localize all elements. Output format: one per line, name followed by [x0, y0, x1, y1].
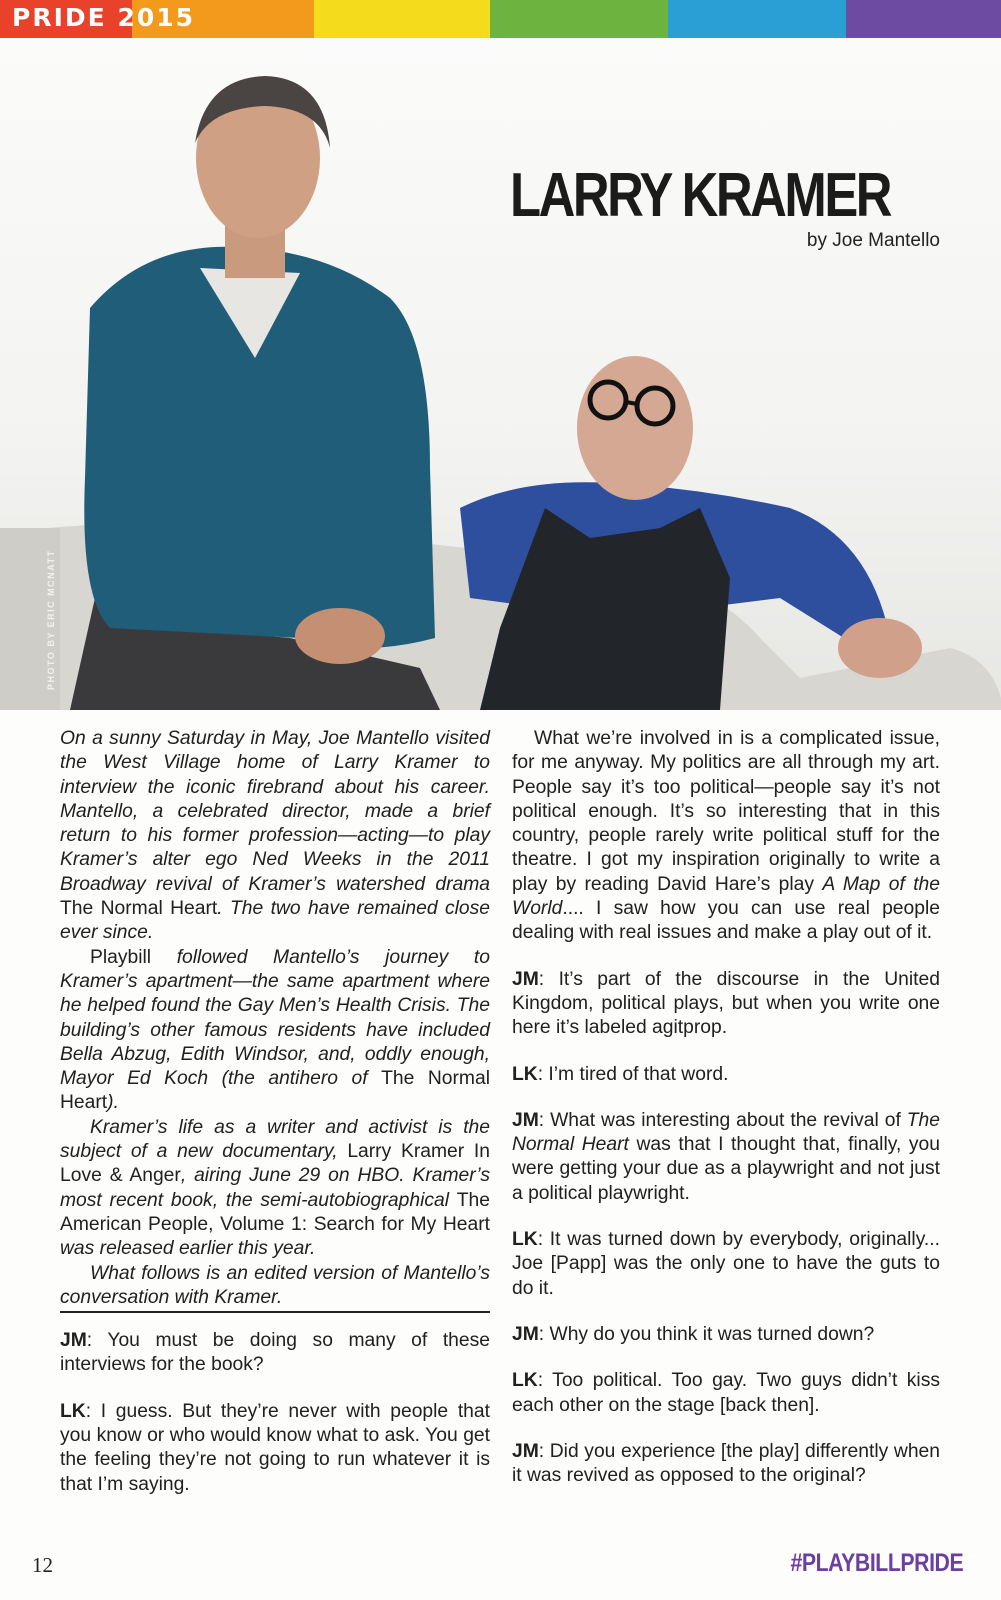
intro-p1-title: The Normal Heart: [60, 898, 218, 920]
intro-p2-title: The Normal Heart: [60, 1068, 490, 1114]
intro-p1-end: . The two have remained close ever since.: [60, 898, 490, 944]
speaker-label: LK: [512, 1229, 538, 1251]
stripe-green: [490, 0, 668, 38]
intro-p3-book: The American People, Volume 1: Search for My Heart: [60, 1189, 490, 1235]
qa-paragraph: [60, 1329, 490, 1378]
photo-credit: PHOTO BY ERIC MCNATT: [46, 549, 56, 690]
byline: by Joe Mantello: [806, 230, 940, 251]
qa-paragraph: [512, 968, 940, 1041]
speaker-label: JM: [512, 968, 539, 990]
page-number: 12: [32, 1553, 53, 1577]
section-label: [12, 3, 195, 32]
intro-p3-end: was released earlier this year.: [60, 1238, 316, 1260]
intro-paragraph-2: [60, 946, 490, 1116]
qa-text: : You must be doing so many of these interviews for the book?: [60, 1330, 490, 1376]
qa-text: : It was turned down by everybody, originally... Joe [Papp] was the only one to have the guts to do it.: [512, 1229, 940, 1299]
speaker-label: JM: [512, 1440, 539, 1462]
intro-p3-mid: , airing June 29 on HBO. Kramer’s most recent book, the semi-autobiographical: [60, 1165, 490, 1211]
speaker-label: LK: [512, 1370, 538, 1392]
section-label-year: 2015: [117, 3, 196, 32]
speaker-label: LK: [60, 1400, 86, 1422]
left-column: [60, 727, 490, 1497]
qa-paragraph: [512, 1440, 940, 1489]
intro-paragraph-1: [60, 727, 490, 946]
right-column: [512, 727, 940, 1488]
speaker-label: JM: [512, 1109, 539, 1131]
hashtag: #PLAYBILLPRIDE: [790, 1549, 963, 1577]
intro-block: [60, 727, 490, 1313]
photo-illustration: [0, 38, 1001, 710]
answer-paragraph: [512, 727, 940, 946]
stripe-purple: [846, 0, 1001, 38]
play-title: A Map of the World: [512, 873, 941, 920]
speaker-label: LK: [512, 1063, 538, 1085]
intro-p3-text: Kramer’s life as a writer and activist is the subject of a new documentary,: [60, 1116, 490, 1163]
answer-text: What we’re involved in is a complicated issue, for me anyway. My politics are all through my art. People say it’s too political—people say it’s not political enough. It’s so interesting that in this country, people rarely write political stuff for the theatre. I got my inspiration originally to write a play by reading David Hare’s play: [512, 728, 940, 895]
article-title: LARRY KRAMER: [510, 161, 891, 230]
intro-p1-text: On a sunny Saturday in May, Joe Mantello visited the West Village home of Larry Kramer to interview the iconic firebrand about his career. Mantello, a celebrated director, made a brief return to his former profession—acting—to play Kramer’s alter ego Ned Weeks in the 2011 Broadway revival of Kramer’s watershed drama: [60, 728, 490, 895]
qa-text: : What was interesting about the revival of: [538, 1109, 907, 1131]
qa-paragraph: [512, 1109, 940, 1206]
qa-paragraph: [60, 1400, 490, 1497]
qa-text: : I guess. But they’re never with people that you know or who would know what to ask. You get the feeling they’re not going to run whatever it is that I’m saying.: [60, 1400, 490, 1495]
stripe-blue: [668, 0, 846, 38]
intro-p2-end: ).: [107, 1092, 119, 1114]
portrait-photo: [0, 38, 1001, 710]
qa-text: : Did you experience [the play] differently when it was revived as opposed to the original?: [512, 1440, 940, 1487]
play-title: The Normal Heart: [512, 1109, 940, 1156]
qa-paragraph: [512, 1228, 940, 1301]
intro-paragraph-3: [60, 1116, 490, 1262]
intro-p3-documentary: Larry Kramer In Love & Anger: [60, 1141, 490, 1187]
qa-text-end: was that I thought that, finally, you were getting your due as a playwright and not just a political playwright.: [512, 1134, 940, 1204]
section-label-word: PRIDE: [12, 3, 107, 32]
speaker-label: JM: [60, 1330, 87, 1352]
qa-text: : Why do you think it was turned down?: [538, 1323, 875, 1345]
qa-paragraph: [512, 1063, 940, 1087]
qa-paragraph: [512, 1323, 940, 1347]
intro-p2-playbill: Playbill: [90, 946, 152, 968]
qa-text: : It’s part of the discourse in the United Kingdom, political plays, but when you write one here it’s labeled agitprop.: [512, 968, 940, 1039]
qa-text: : Too political. Too gay. Two guys didn’t kiss each other on the stage [back then].: [512, 1370, 940, 1416]
qa-text: : I’m tired of that word.: [537, 1063, 729, 1085]
intro-paragraph-4: What follows is an edited version of Mantello’s conversation with Kramer.: [60, 1262, 490, 1308]
intro-p2-text: followed Mantello’s journey to Kramer’s apartment—the same apartment where he helped found the Gay Men’s Health Crisis. The building’s other famous residents have included Bella Abzug, Edith Windsor, and, oddly enough, Mayor Ed Koch (the antihero of: [60, 946, 490, 1090]
speaker-label: JM: [512, 1323, 539, 1345]
qa-paragraph: [512, 1369, 940, 1418]
stripe-yellow: [314, 0, 490, 38]
answer-text-end: .... I saw how you can use real people dealing with real issues and make a play out of it.: [512, 898, 940, 944]
